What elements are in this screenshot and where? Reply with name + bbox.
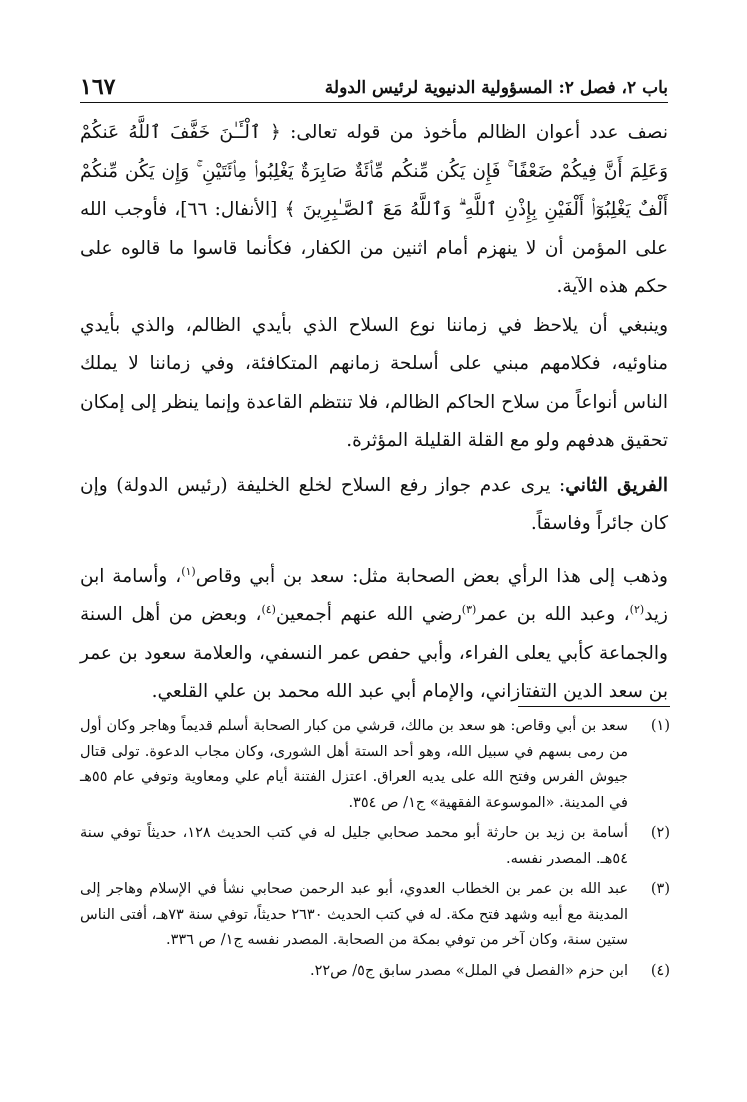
footnote-number: (٢) bbox=[650, 825, 670, 841]
footnote-1 bbox=[80, 714, 670, 816]
paragraph-4-part-2: ، وأسامة ابن زيد bbox=[80, 565, 668, 625]
footnote-4 bbox=[80, 959, 670, 985]
paragraph-4-part-3: ، وعبد الله بن عمر bbox=[476, 604, 630, 625]
paragraph-4 bbox=[80, 558, 668, 712]
chapter-title: باب ٢، فصل ٢: المسؤولية الدنيوية لرئيس الدولة bbox=[324, 78, 668, 98]
paragraph-3-text: : يرى عدم جواز رفع السلاح لخلع الخليفة (رئيس الدولة) وإن كان جائراً وفاسقاً. bbox=[80, 474, 668, 534]
footnote-divider bbox=[518, 706, 670, 707]
footnote-number: (٤) bbox=[650, 962, 670, 979]
footnote-ref-2[interactable]: (٢) bbox=[629, 602, 645, 616]
paragraph-4-part-1: وذهب إلى هذا الرأي بعض الصحابة مثل: سعد بن أبي وقاص bbox=[195, 565, 668, 587]
footnote-number: (١) bbox=[650, 718, 670, 734]
footnotes bbox=[80, 714, 670, 989]
footnote-ref-1[interactable]: (١) bbox=[181, 564, 196, 578]
main-text bbox=[80, 114, 668, 712]
running-header bbox=[80, 70, 668, 103]
footnote-text: ابن حزم «الفصل في الملل» مصدر سابق ج٥/ ص٢٢. bbox=[309, 962, 628, 979]
footnote-ref-4[interactable]: (٤) bbox=[261, 602, 276, 616]
footnote-text: أسامة بن زيد بن حارثة أبو محمد صحابي جليل له في كتب الحديث ١٢٨، حديثاً توفي سنة ٥٤هـ. المصدر نفسه. bbox=[80, 825, 628, 867]
footnote-text: سعد بن أبي وقاص: هو سعد بن مالك، قرشي من كبار الصحابة أسلم قديماً وهاجر وكان أول من رمى بسهم في سبيل الله، وهو أحد الستة أهل الشورى، وكان مجاب الدعوة. تولى قتال جيوش الفرس وفتح الله على يديه العراق. اعتزل الفتنة أيام علي ومعاوية وتوفي عام ٥٥هـ في المدينة. «الموسوعة الفقهية» ج١/ ص ٣٥٤. bbox=[80, 718, 628, 811]
paragraph-1-intro: نصف عدد أعوان الظالم مأخوذ من قوله تعالى: bbox=[280, 122, 668, 143]
footnote-ref-3[interactable]: (٣) bbox=[461, 602, 477, 616]
second-group-label: الفريق الثاني bbox=[565, 474, 668, 496]
paragraph-4-part-5: ، وبعض من أهل السنة والجماعة كأبي يعلى الفراء، وأبي حفص عمر النسفي، والعلامة سعود بن عمر بن سعد الدين التفتازاني، والإمام أبي عبد الله محمد بن علي القلعي. bbox=[80, 604, 668, 702]
paragraph-2: وينبغي أن يلاحظ في زماننا نوع السلاح الذي بأيدي الظالم، والذي بأيدي مناوئيه، فكلامهم مبني على أسلحة زمانهم المتكافئة، وفي زماننا لا يملك الناس أنواعاً من سلاح الحاكم الظالم، فلا تنتظم القاعدة وإنما ينظر إلى إمكان تحقيق هدفهم ولو مع القلة القليلة المؤثرة. bbox=[80, 314, 668, 451]
page-number: ١٦٧ bbox=[80, 74, 116, 100]
footnote-2 bbox=[80, 821, 670, 872]
footnote-number: (٣) bbox=[650, 881, 670, 897]
paragraph-3 bbox=[80, 467, 668, 544]
footnote-text: عبد الله بن عمر بن الخطاب العدوي، أبو عبد الرحمن صحابي نشأ في الإسلام وهاجر إلى المدينة مع أبيه وشهد فتح مكة. له في كتب الحديث ٢٦٣٠ حديثاً، توفي سنة ٧٣هـ، أفتى الناس ستين سنة، وكان آخر من توفي بمكة من الصحابة. المصدر نفسه ج١/ ص ٣٣٦. bbox=[80, 881, 628, 948]
paragraph-1 bbox=[80, 114, 668, 307]
quran-verse: ﴿ ٱلْـَٔـٰنَ خَفَّفَ ٱللَّهُ عَنكُمْ وَعَلِمَ أَنَّ فِيكُمْ ضَعْفًا ۚ فَإِن يَكُن مِّنكُم مِّا۟ئَةٌ صَابِرَةٌ يَغْلِبُوا۟ مِا۟ئَتَيْنِ ۚ وَإِن يَكُن مِّنكُمْ أَلْفٌ يَغْلِبُوٓا۟ أَلْفَيْنِ بِإِذْنِ ٱللَّهِ ۗ وَٱللَّهُ مَعَ ٱلصَّـٰبِرِينَ ﴾ bbox=[80, 122, 668, 220]
paragraph-1-rest: [الأنفال: ٦٦]، فأوجب الله على المؤمن أن لا ينهزم أمام اثنين من الكفار، فكأنما قاسوا ما قالوه على حكم هذه الآية. bbox=[80, 199, 668, 297]
paragraph-4-part-4: رضي الله عنهم أجمعين bbox=[275, 604, 462, 625]
footnote-3 bbox=[80, 877, 670, 954]
